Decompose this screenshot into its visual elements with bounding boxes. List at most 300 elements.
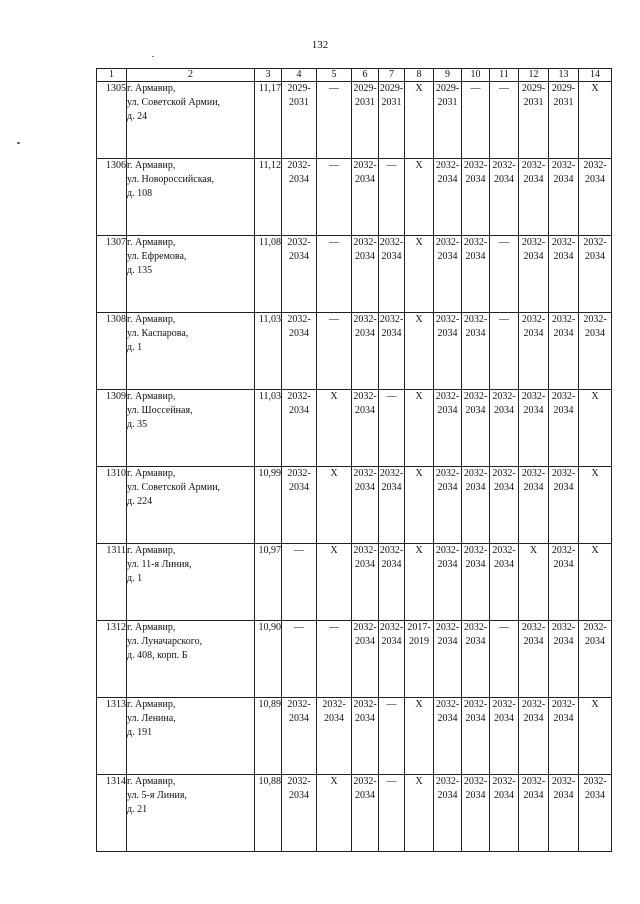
period-line: 2032- xyxy=(379,468,404,479)
period-cell xyxy=(379,775,405,852)
period-cell xyxy=(462,698,490,775)
period-line: 2032- xyxy=(551,545,576,556)
period-line: 2034 xyxy=(355,482,375,493)
period-cell xyxy=(579,313,612,390)
period-line: 2032- xyxy=(435,391,460,402)
period-cell xyxy=(282,82,317,159)
period-cell xyxy=(434,236,462,313)
register-table xyxy=(96,68,612,852)
period-line: 2032- xyxy=(435,314,460,325)
period-line: 2031 xyxy=(437,97,458,108)
address-line: д. 191 xyxy=(127,727,153,738)
period-cell xyxy=(352,467,379,544)
period-line: 2034 xyxy=(585,174,605,185)
address-line: д. 135 xyxy=(127,265,153,276)
period-line: — xyxy=(386,699,397,710)
period-cell xyxy=(462,467,490,544)
period-cell xyxy=(579,467,612,544)
period-cell xyxy=(490,698,519,775)
period-line: — xyxy=(294,622,304,633)
period-line: 2034 xyxy=(523,251,544,262)
period-line: 2017- xyxy=(407,622,431,633)
period-line: 2034 xyxy=(585,636,605,647)
period-cell xyxy=(282,467,317,544)
period-line: 2032- xyxy=(463,622,488,633)
period-line: 2034 xyxy=(494,790,514,801)
period-cell xyxy=(282,313,317,390)
period-cell xyxy=(490,313,519,390)
period-line: 2034 xyxy=(585,328,605,339)
row-number: 1308 xyxy=(97,313,127,390)
period-line: 2032- xyxy=(492,699,516,710)
period-cell xyxy=(519,159,549,236)
period-line: 2032- xyxy=(463,776,488,787)
period-cell xyxy=(352,698,379,775)
period-line: 2032- xyxy=(353,314,377,325)
table-row xyxy=(97,775,612,852)
address-line: ул. Новороссийская, xyxy=(127,174,214,185)
period-line: 2031 xyxy=(381,97,402,108)
period-cell xyxy=(519,390,549,467)
period-line: 2032- xyxy=(287,160,311,171)
period-line: 2034 xyxy=(437,559,458,570)
period-cell xyxy=(579,544,612,621)
period-line: — xyxy=(329,314,339,325)
address-line: г. Армавир, xyxy=(127,468,176,479)
period-cell xyxy=(317,698,352,775)
period-cell xyxy=(549,82,579,159)
period-line: 2034 xyxy=(289,790,309,801)
period-line: 2034 xyxy=(553,559,574,570)
period-line: 2034 xyxy=(437,405,458,416)
period-cell xyxy=(490,159,519,236)
period-cell xyxy=(379,544,405,621)
period-line: 2032- xyxy=(551,776,576,787)
address-cell xyxy=(127,313,255,390)
address-line: д. 408, корп. Б xyxy=(127,650,188,661)
period-line: 2034 xyxy=(465,251,486,262)
period-cell xyxy=(405,313,434,390)
period-line: — xyxy=(499,237,509,248)
period-line: 2034 xyxy=(289,174,309,185)
period-line: X xyxy=(330,545,338,556)
period-line: 2034 xyxy=(465,636,486,647)
address-line: ул. Луначарского, xyxy=(127,636,203,647)
period-line: 2034 xyxy=(289,713,309,724)
period-line: — xyxy=(386,160,397,171)
period-line: X xyxy=(330,468,338,479)
address-cell xyxy=(127,82,255,159)
index-value: 10,88 xyxy=(255,775,282,852)
period-line: 2034 xyxy=(437,174,458,185)
period-line: 2034 xyxy=(523,790,544,801)
row-number: 1313 xyxy=(97,698,127,775)
period-line: 2034 xyxy=(289,482,309,493)
period-cell xyxy=(352,544,379,621)
period-line: 2034 xyxy=(494,713,514,724)
period-cell xyxy=(405,698,434,775)
period-line: 2032- xyxy=(551,314,576,325)
period-line: 2032- xyxy=(521,622,546,633)
period-line: 2032- xyxy=(583,776,607,787)
period-cell xyxy=(405,82,434,159)
period-line: 2034 xyxy=(355,636,375,647)
period-cell xyxy=(379,159,405,236)
period-cell xyxy=(282,621,317,698)
period-line: 2034 xyxy=(465,174,486,185)
period-cell xyxy=(462,82,490,159)
period-line: — xyxy=(329,622,339,633)
period-line: 2032- xyxy=(353,699,377,710)
period-line: 2031 xyxy=(523,97,544,108)
period-line: — xyxy=(329,237,339,248)
period-line: 2032- xyxy=(551,160,576,171)
period-line: — xyxy=(499,622,509,633)
period-line: 2034 xyxy=(553,790,574,801)
period-line: 2034 xyxy=(437,636,458,647)
row-number: 1311 xyxy=(97,544,127,621)
period-cell xyxy=(490,621,519,698)
column-header: 9 xyxy=(434,69,462,82)
period-line: 2034 xyxy=(553,328,574,339)
period-cell xyxy=(317,390,352,467)
period-cell xyxy=(405,467,434,544)
period-line: 2032- xyxy=(521,391,546,402)
period-cell xyxy=(490,544,519,621)
index-value: 11,12 xyxy=(255,159,282,236)
period-cell xyxy=(282,159,317,236)
period-line: 2032- xyxy=(463,160,488,171)
period-cell xyxy=(405,621,434,698)
address-cell xyxy=(127,390,255,467)
period-line: — xyxy=(329,83,339,94)
period-line: 2032- xyxy=(435,622,460,633)
period-line: 2032- xyxy=(492,468,516,479)
index-value: 11,17 xyxy=(255,82,282,159)
period-line: 2032- xyxy=(583,622,607,633)
period-line: 2034 xyxy=(381,559,402,570)
row-number: 1312 xyxy=(97,621,127,698)
period-line: 2034 xyxy=(494,559,514,570)
period-line: 2032- xyxy=(521,468,546,479)
column-header: 12 xyxy=(519,69,549,82)
period-line: X xyxy=(330,391,338,402)
period-line: — xyxy=(294,545,304,556)
period-line: 2032- xyxy=(287,776,311,787)
period-line: 2034 xyxy=(465,482,486,493)
address-cell xyxy=(127,236,255,313)
period-line: X xyxy=(591,83,599,94)
period-line: 2032- xyxy=(287,699,311,710)
period-line: X xyxy=(591,545,599,556)
period-cell xyxy=(352,159,379,236)
column-header: 2 xyxy=(127,69,255,82)
period-line: 2034 xyxy=(523,713,544,724)
period-line: 2032- xyxy=(492,545,516,556)
period-cell xyxy=(317,236,352,313)
period-cell xyxy=(490,236,519,313)
address-line: д. 24 xyxy=(127,111,148,122)
scan-speck xyxy=(152,56,154,57)
period-line: 2032- xyxy=(435,699,460,710)
period-line: 2034 xyxy=(553,405,574,416)
period-cell xyxy=(317,467,352,544)
period-line: 2032- xyxy=(435,776,460,787)
period-cell xyxy=(549,159,579,236)
period-line: 2034 xyxy=(465,713,486,724)
period-cell xyxy=(462,775,490,852)
period-line: X xyxy=(415,314,423,325)
period-line: 2032- xyxy=(322,699,346,710)
period-line: 2032- xyxy=(583,160,607,171)
period-cell xyxy=(462,390,490,467)
period-line: 2032- xyxy=(492,776,516,787)
period-line: 2032- xyxy=(353,237,377,248)
period-line: 2034 xyxy=(289,328,309,339)
period-cell xyxy=(405,159,434,236)
period-line: X xyxy=(415,237,423,248)
row-number: 1307 xyxy=(97,236,127,313)
period-line: — xyxy=(470,83,481,94)
period-cell xyxy=(549,236,579,313)
table-row xyxy=(97,621,612,698)
period-line: 2029- xyxy=(287,83,311,94)
table-row xyxy=(97,313,612,390)
column-header: 7 xyxy=(379,69,405,82)
table-row xyxy=(97,698,612,775)
period-line: 2034 xyxy=(553,174,574,185)
period-line: X xyxy=(415,699,423,710)
period-line: 2034 xyxy=(553,713,574,724)
period-line: 2032- xyxy=(583,314,607,325)
period-line: 2034 xyxy=(465,328,486,339)
period-line: 2032- xyxy=(353,391,377,402)
period-line: 2034 xyxy=(355,559,375,570)
period-cell xyxy=(519,313,549,390)
period-line: 2034 xyxy=(553,251,574,262)
index-value: 11,08 xyxy=(255,236,282,313)
period-cell xyxy=(379,82,405,159)
period-line: 2032- xyxy=(492,391,516,402)
period-cell xyxy=(282,698,317,775)
period-cell xyxy=(379,698,405,775)
period-cell xyxy=(519,775,549,852)
period-line: 2034 xyxy=(465,559,486,570)
period-cell xyxy=(434,544,462,621)
period-line: 2034 xyxy=(381,328,402,339)
period-line: 2032- xyxy=(521,776,546,787)
period-cell xyxy=(579,159,612,236)
period-line: 2034 xyxy=(465,405,486,416)
period-cell xyxy=(282,390,317,467)
period-cell xyxy=(549,467,579,544)
period-cell xyxy=(379,313,405,390)
index-value: 10,99 xyxy=(255,467,282,544)
period-line: 2034 xyxy=(437,482,458,493)
period-line: 2032- xyxy=(435,237,460,248)
period-cell xyxy=(462,159,490,236)
period-line: 2032- xyxy=(287,314,311,325)
period-line: 2034 xyxy=(523,636,544,647)
period-line: 2032- xyxy=(435,160,460,171)
page-number: 132 xyxy=(311,39,329,51)
period-cell xyxy=(579,775,612,852)
period-line: 2029- xyxy=(521,83,546,94)
period-cell xyxy=(317,82,352,159)
period-line: 2034 xyxy=(355,251,375,262)
period-line: 2034 xyxy=(585,251,605,262)
period-line: — xyxy=(499,314,509,325)
period-cell xyxy=(549,313,579,390)
period-cell xyxy=(519,467,549,544)
period-cell xyxy=(519,236,549,313)
period-line: 2034 xyxy=(494,174,514,185)
address-line: г. Армавир, xyxy=(127,545,176,556)
period-line: — xyxy=(386,391,397,402)
period-cell xyxy=(405,236,434,313)
period-cell xyxy=(379,390,405,467)
period-cell xyxy=(282,544,317,621)
period-line: 2034 xyxy=(355,713,375,724)
period-line: 2032- xyxy=(353,160,377,171)
period-cell xyxy=(405,390,434,467)
period-line: 2034 xyxy=(523,328,544,339)
period-cell xyxy=(462,621,490,698)
period-cell xyxy=(434,313,462,390)
period-cell xyxy=(317,159,352,236)
period-cell xyxy=(490,467,519,544)
address-line: г. Армавир, xyxy=(127,314,176,325)
column-header: 4 xyxy=(282,69,317,82)
period-line: X xyxy=(591,391,599,402)
address-line: ул. Советской Армии, xyxy=(127,482,221,493)
period-line: — xyxy=(499,83,509,94)
period-line: X xyxy=(415,391,423,402)
period-line: 2032- xyxy=(379,237,404,248)
period-line: 2032- xyxy=(463,545,488,556)
column-header: 8 xyxy=(405,69,434,82)
period-line: 2034 xyxy=(553,636,574,647)
address-line: д. 224 xyxy=(127,496,153,507)
period-cell xyxy=(352,236,379,313)
column-header: 5 xyxy=(317,69,352,82)
period-cell xyxy=(352,621,379,698)
row-number: 1310 xyxy=(97,467,127,544)
address-line: г. Армавир, xyxy=(127,776,176,787)
period-line: 2032- xyxy=(521,699,546,710)
period-cell xyxy=(519,621,549,698)
period-cell xyxy=(317,544,352,621)
table-row xyxy=(97,236,612,313)
table-row xyxy=(97,82,612,159)
address-line: ул. Каспарова, xyxy=(127,328,189,339)
period-cell xyxy=(434,82,462,159)
period-cell xyxy=(352,775,379,852)
period-cell xyxy=(379,236,405,313)
address-line: ул. 5-я Линия, xyxy=(127,790,187,801)
period-cell xyxy=(317,775,352,852)
column-header: 10 xyxy=(462,69,490,82)
period-cell xyxy=(490,775,519,852)
period-line: 2031 xyxy=(355,97,375,108)
column-header: 11 xyxy=(490,69,519,82)
address-line: д. 21 xyxy=(127,804,148,815)
period-line: 2019 xyxy=(409,636,429,647)
address-line: д. 1 xyxy=(127,573,143,584)
period-line: X xyxy=(529,545,538,556)
period-cell xyxy=(379,621,405,698)
address-cell xyxy=(127,698,255,775)
period-cell xyxy=(490,390,519,467)
address-line: ул. 11-я Линия, xyxy=(127,559,192,570)
header-row xyxy=(97,69,612,82)
period-line: 2032- xyxy=(551,622,576,633)
index-value: 11,03 xyxy=(255,313,282,390)
address-line: г. Армавир, xyxy=(127,699,176,710)
period-line: 2032- xyxy=(353,776,377,787)
period-cell xyxy=(579,82,612,159)
period-line: 2032- xyxy=(463,468,488,479)
address-cell xyxy=(127,621,255,698)
period-line: 2032- xyxy=(287,468,311,479)
period-line: 2034 xyxy=(355,328,375,339)
period-line: 2034 xyxy=(381,251,402,262)
period-cell xyxy=(282,775,317,852)
period-cell xyxy=(462,313,490,390)
period-line: 2034 xyxy=(494,405,514,416)
address-line: г. Армавир, xyxy=(127,83,176,94)
period-line: 2032- xyxy=(379,545,404,556)
period-line: 2029- xyxy=(551,83,576,94)
period-line: 2034 xyxy=(355,174,375,185)
column-header: 1 xyxy=(97,69,127,82)
column-header: 3 xyxy=(255,69,282,82)
period-line: 2029- xyxy=(353,83,377,94)
table-row xyxy=(97,544,612,621)
period-cell xyxy=(405,544,434,621)
table-body xyxy=(97,82,612,852)
period-cell xyxy=(549,390,579,467)
period-cell xyxy=(579,236,612,313)
period-line: X xyxy=(415,160,423,171)
period-line: 2034 xyxy=(523,405,544,416)
row-number: 1309 xyxy=(97,390,127,467)
address-line: г. Армавир, xyxy=(127,160,176,171)
period-cell xyxy=(434,467,462,544)
period-cell xyxy=(519,544,549,621)
period-line: 2032- xyxy=(551,391,576,402)
period-cell xyxy=(405,775,434,852)
table-row xyxy=(97,467,612,544)
period-line: 2034 xyxy=(437,790,458,801)
period-line: X xyxy=(415,545,423,556)
address-line: д. 35 xyxy=(127,419,148,430)
period-line: 2031 xyxy=(553,97,574,108)
period-line: 2034 xyxy=(494,482,514,493)
period-line: 2034 xyxy=(523,482,544,493)
address-line: ул. Советской Армии, xyxy=(127,97,221,108)
address-line: г. Армавир, xyxy=(127,391,176,402)
period-cell xyxy=(549,698,579,775)
period-cell xyxy=(549,621,579,698)
period-line: 2029- xyxy=(435,83,460,94)
period-line: 2034 xyxy=(465,790,486,801)
period-cell xyxy=(317,313,352,390)
period-line: X xyxy=(591,468,599,479)
period-line: 2032- xyxy=(435,545,460,556)
address-line: ул. Ефремова, xyxy=(127,251,187,262)
period-line: 2034 xyxy=(324,713,344,724)
